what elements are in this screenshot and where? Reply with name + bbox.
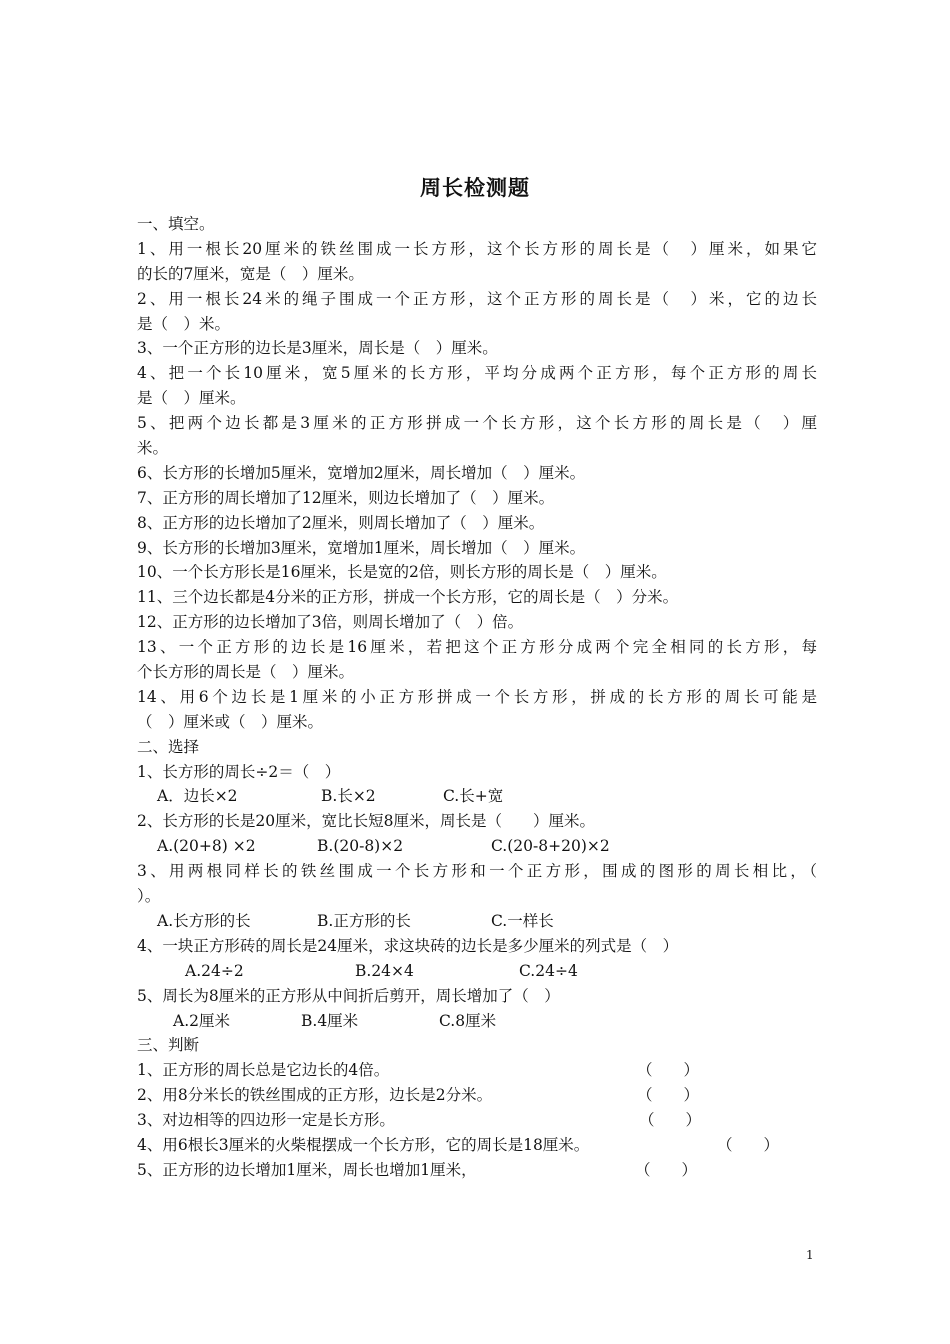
option-a: A.长方形的长 [157,911,251,930]
choice-question: 3、用两根同样长的铁丝围成一个长方形和一个正方形，围成的图形的周长相比，（ [137,862,817,881]
judge-item [137,1158,817,1183]
question-line: 是（ ）米。 [137,314,231,333]
judge-text: 5、正方形的边长增加1厘米，周长也增加1厘米， [137,1160,477,1179]
question-line: 14、用6个边长是1厘米的小正方形拼成一个长方形，拼成的长方形的周长可能是 [137,687,817,706]
judge-item [137,1133,817,1158]
choice-options [137,834,817,859]
choice-question: 5、周长为8厘米的正方形从中间折后剪开，周长增加了（ ） [137,986,560,1005]
choice-options [137,959,817,984]
question-line: 6、长方形的长增加5厘米，宽增加2厘米，周长增加（ ）厘米。 [137,463,586,482]
question-line: 1、用一根长20厘米的铁丝围成一长方形，这个长方形的周长是（ ）厘米，如果它 [137,239,817,258]
question-line: 8、正方形的边长增加了2厘米，则周长增加了（ ）厘米。 [137,513,545,532]
question-line: 10、一个长方形长是16厘米，长是宽的2倍，则长方形的周长是（ ）厘米。 [137,563,667,582]
choice-question: 4、一块正方形砖的周长是24厘米，求这块砖的边长是多少厘米的列式是（ ） [137,936,679,955]
choice-options [137,1009,817,1034]
question-line: 11、三个边长都是4分米的正方形，拼成一个长方形，它的周长是（ ）分米。 [137,588,679,607]
judge-item [137,1083,817,1108]
document-body [137,212,817,1183]
option-b: B.长×2 [321,787,376,806]
choice-options [137,784,817,809]
judge-text: 3、对边相等的四边形一定是长方形。 [137,1111,395,1130]
option-b: B.(20-8)×2 [317,837,404,856]
choice-question: 1、长方形的周长÷2＝（ ） [137,762,341,781]
question-line: 13、一个正方形的边长是16厘米，若把这个正方形分成两个完全相同的长方形，每 [137,638,817,657]
option-a: A.2厘米 [173,1011,230,1030]
option-b: B.正方形的长 [317,911,411,930]
judge-text: 4、用6根长3厘米的火柴棍摆成一个长方形，它的周长是18厘米。 [137,1135,590,1154]
judge-text: 1、正方形的周长总是它边长的4倍。 [137,1061,390,1080]
question-line: 9、长方形的长增加3厘米，宽增加1厘米，周长增加（ ）厘米。 [137,538,586,557]
page-number: 1 [806,1248,814,1262]
option-b: B.4厘米 [301,1011,359,1030]
section-heading-fill-blank: 一、填空。 [137,215,215,233]
option-c: C.一样长 [491,911,554,930]
judge-text: 2、用8分米长的铁丝围成的正方形，边长是2分米。 [137,1086,493,1105]
question-line: （ ）厘米或（ ）厘米。 [137,712,324,731]
judge-item [137,1058,817,1083]
answer-paren: （ ） [639,1111,702,1130]
section-heading-judge: 三、判断 [137,1036,200,1055]
question-line: 12、正方形的边长增加了3倍，则周长增加了（ ）倍。 [137,613,524,632]
option-c: C.8厘米 [439,1011,497,1030]
question-line: 2、用一根长24米的绳子围成一个正方形，这个正方形的周长是（ ）米，它的边长 [137,289,817,308]
question-line: 7、正方形的周长增加了12厘米，则边长增加了（ ）厘米。 [137,488,555,507]
question-line: 米。 [137,439,169,458]
answer-paren: （ ） [635,1160,698,1179]
option-a: A.(20+8) ×2 [157,837,256,856]
choice-question: 2、长方形的长是20厘米，宽比长短8厘米，周长是（ ）厘米。 [137,812,595,831]
answer-paren: （ ） [637,1061,700,1080]
question-line: 5、把两个边长都是3厘米的正方形拼成一个长方形，这个长方形的周长是（ ）厘 [137,414,817,433]
option-b: B.24×4 [355,961,414,980]
section-heading-choice: 二、选择 [137,737,200,756]
option-a: A.24÷2 [185,961,244,980]
choice-options [137,909,817,934]
question-line: 4、把一个长10厘米，宽5厘米的长方形，平均分成两个正方形，每个正方形的周长 [137,364,817,383]
option-c: C.(20-8+20)×2 [491,837,610,856]
choice-question-cont: ）。 [137,887,161,906]
answer-paren: （ ） [717,1135,780,1154]
option-a: A．边长×2 [157,787,238,806]
judge-item [137,1108,817,1133]
option-c: C.长+宽 [443,787,504,806]
option-c: C.24÷4 [519,961,578,980]
question-line: 个长方形的周长是（ ）厘米。 [137,663,355,682]
page-title: 周长检测题 [420,175,530,200]
question-line: 3、一个正方形的边长是3厘米，周长是（ ）厘米。 [137,339,498,358]
question-line: 的长的7厘米，宽是（ ）厘米。 [137,264,364,283]
question-line: 是（ ）厘米。 [137,389,246,408]
answer-paren: （ ） [637,1086,700,1105]
